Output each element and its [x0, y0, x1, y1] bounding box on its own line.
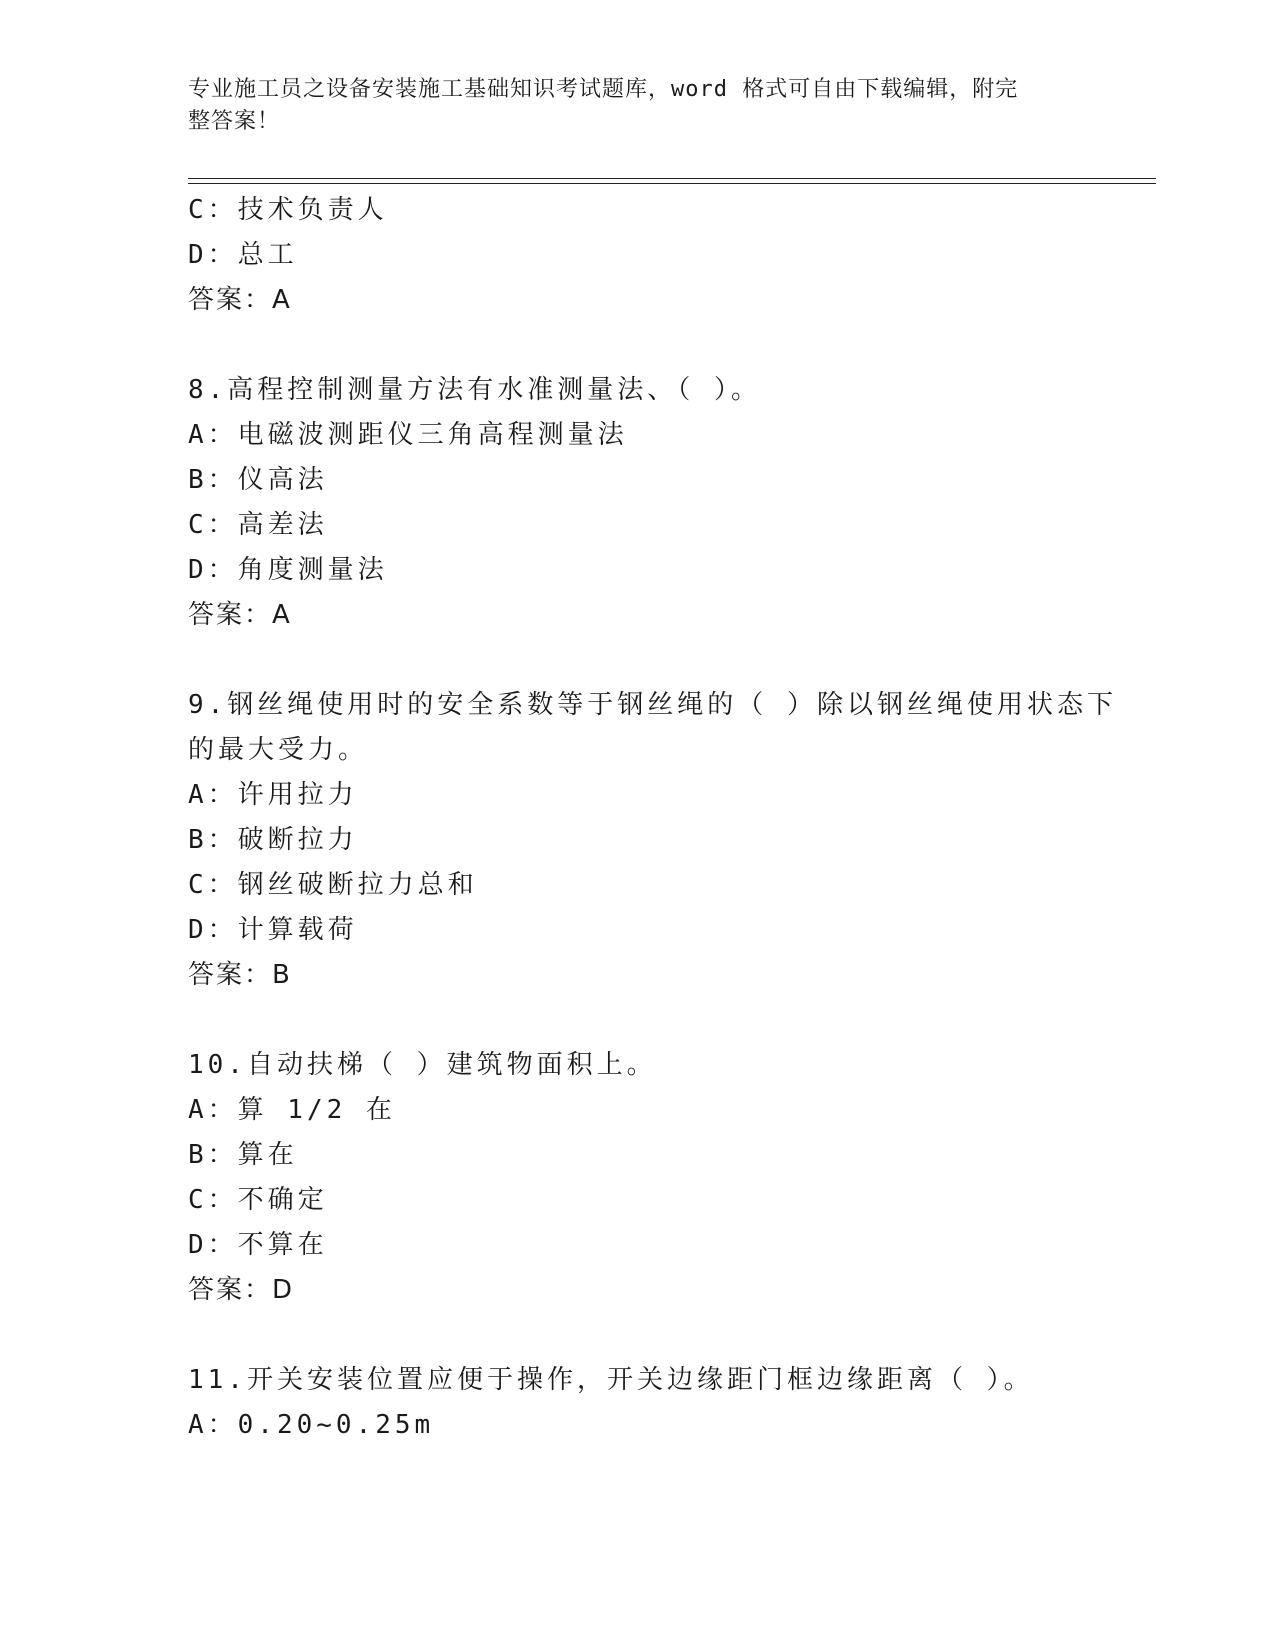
- q10-option-c: C：不确定: [188, 1185, 328, 1215]
- q8-option-d: D：角度测量法: [188, 555, 388, 585]
- header-line-2: 整答案！: [188, 109, 281, 134]
- q8-answer: 答案：A: [188, 600, 292, 630]
- q7-option-d: D：总工: [188, 240, 298, 270]
- q9-stem-line-1: 9.钢丝绳使用时的安全系数等于钢丝绳的（ ）除以钢丝绳使用状态下: [188, 690, 1117, 720]
- q10-option-d: D：不算在: [188, 1230, 328, 1260]
- header-line-1: 专业施工员之设备安装施工基础知识考试题库，word 格式可自由下载编辑，附完: [188, 77, 1019, 102]
- q7-option-c: C：技术负责人: [188, 195, 388, 225]
- q10-option-a: A：算 1/2 在: [188, 1095, 396, 1125]
- q7-answer: 答案：A: [188, 285, 292, 315]
- q8-stem: 8.高程控制测量方法有水准测量法、（ ）。: [188, 375, 761, 405]
- q10-answer: 答案：D: [188, 1275, 295, 1305]
- q8-option-b: B：仪高法: [188, 465, 328, 495]
- q9-option-a: A：许用拉力: [188, 780, 358, 810]
- document-header: [188, 74, 1088, 138]
- q9-answer: 答案：B: [188, 960, 292, 990]
- q10-option-b: B：算在: [188, 1140, 298, 1170]
- q8-option-c: C：高差法: [188, 510, 328, 540]
- q11-option-a: A：0.20~0.25m: [188, 1410, 435, 1440]
- q9-stem-line-2: 的最大受力。: [188, 735, 369, 765]
- q8-option-a: A：电磁波测距仪三角高程测量法: [188, 420, 628, 450]
- q9-option-d: D：计算载荷: [188, 915, 358, 945]
- q11-stem: 11.开关安装位置应便于操作，开关边缘距门框边缘距离（ ）。: [188, 1365, 1034, 1395]
- q10-stem: 10.自动扶梯（ ）建筑物面积上。: [188, 1050, 657, 1080]
- header-divider-bottom: [188, 183, 1156, 184]
- q9-option-c: C：钢丝破断拉力总和: [188, 870, 478, 900]
- q9-option-b: B：破断拉力: [188, 825, 358, 855]
- header-divider-top: [188, 178, 1156, 179]
